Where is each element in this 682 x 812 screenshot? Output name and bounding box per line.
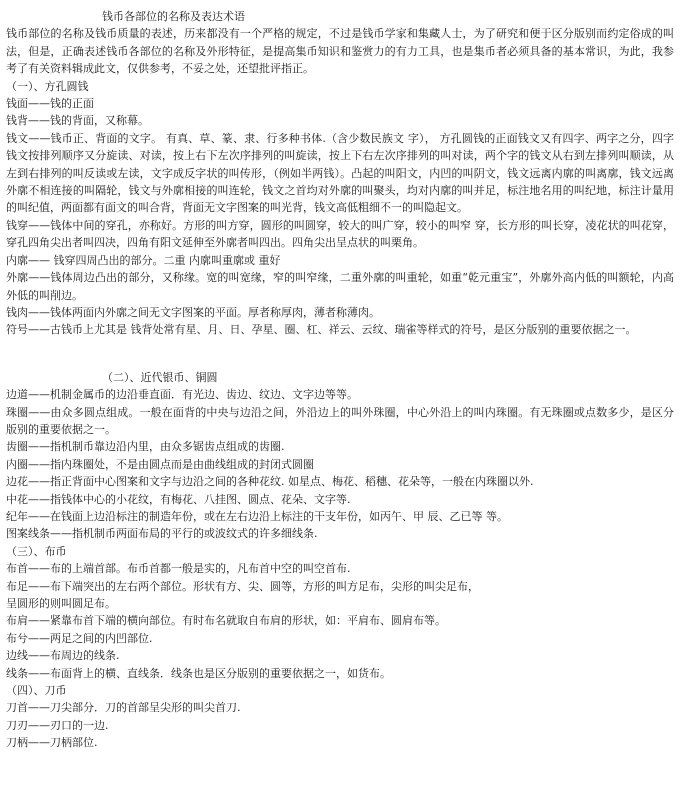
section-heading: （四）、刀币: [6, 684, 67, 698]
term-entry: 齿圈——指机制币靠边沿内里，由众多锯齿点组成的齿圈.: [6, 440, 285, 454]
term-entry: 刀柄——刀柄部位.: [6, 736, 98, 750]
term-entry: 钱面——钱的正面: [6, 97, 94, 111]
term-entry: 内廓—— 钱穿四周凸出的部分。二重 内廓叫重廓或 重好: [6, 253, 281, 267]
term-entry: 边线——布周边的线条.: [6, 649, 120, 663]
section-heading: （一）、方孔圆钱: [6, 79, 89, 93]
term-entry: 刀刃——刃口的一边.: [6, 718, 109, 732]
intro-paragraph: 钱币部位的名称及钱币质量的表述，历来都没有一个严格的规定，不过是钱币学家和集藏人士，为了研究和便于区分版别而约定俗成的叫法，但是，正确表述钱币各部位的名称及外形特征，是提高集币知识和鉴赏力的有力工具，也是集币者必须具备的基本常识，为此，我参考了有关资料辑成此文，仅供参考，不妥之处，还望批评指正。: [6, 27, 674, 76]
term-entry: 边道——机制金属币的边沿垂直面．有光边、齿边、纹边、文字边等等。: [6, 388, 358, 402]
term-entry: 钱肉——钱体两面内外廓之间无文字图案的平面。厚者称厚肉，薄者称薄肉。: [6, 305, 380, 319]
document-page: [6, 8, 674, 752]
term-entry: 外廓——钱体周边凸出的部分，又称缘。宽的叫宽缘，窄的叫窄缘，二重外廓的叫重轮，如重“乾元重宝”，外廓外高内低的叫额轮，内高外低的叫削边。: [6, 271, 674, 302]
term-entry-continued: 呈圆形的则叫圆足布。: [6, 597, 116, 610]
term-entry: 符号——古钱币上尤其是 钱背处常有星、月、日、孕星、圈、杠、祥云、云纹、瑞雀等样式的符号，是区分版别的重要依据之一。: [6, 323, 637, 337]
term-entry: 刀首——刀尖部分．刀的首部呈尖形的叫尖首刀.: [6, 701, 241, 715]
term-entry: 布兮——两足之间的内凹部位.: [6, 631, 153, 645]
term-entry: 布肩——紧靠布首下端的横向部位。有时布名就取自布肩的形状，如：平肩布、圆肩布等。: [6, 614, 446, 628]
term-entry: 图案线条——指机制币两面布局的平行的或波纹式的许多细线条.: [6, 527, 318, 541]
term-entry: 钱穿——钱体中间的穿孔，亦称好。方形的叫方穿，圆形的叫圆穿，较大的叫广穿，较小的叫窄 穿，长方形的叫长穿，凌花状的叫花穿，穿孔四角尖出者叫四决，四角有阳文延伸至外廓者叫四出。四角尖出呈点状的叫栗角。: [6, 218, 674, 250]
section-spacer: [6, 339, 674, 369]
section-heading: （二）、近代银币、铜圆: [102, 370, 218, 384]
section-heading: （三）、布币: [6, 544, 67, 558]
term-entry: 纪年——在钱面上边沿标注的制造年份，或在左右边沿上标注的干支年份，如丙午、甲 辰、乙已等 等。: [6, 509, 508, 523]
term-entry: 中花——指钱体中心的小花纹，有梅花、八挂图、圆点、花朵、文字等.: [6, 492, 351, 506]
term-entry: 内圈——指内珠圈处，不是由圆点而是由曲线组成的封闭式圆圈: [6, 457, 314, 471]
term-entry: 珠圈——由众多圆点组成。一般在面背的中央与边沿之间，外沿边上的叫外珠圈，中心外沿上的叫内珠圈。有无珠圈或点数多少，是区分版别的重要依据之一。: [6, 405, 674, 436]
document-title: 钱币各部位的名称及表达术语: [102, 10, 245, 23]
term-entry: 布首——布的上端首部。布币首都一般是实的，凡布首中空的叫空首布.: [6, 562, 351, 576]
term-entry: 边花——指正背面中心图案和文字与边沿之间的各种花纹. 如星点、梅花、稻穗、花朵等，一般在内珠圈以外.: [6, 475, 534, 489]
term-entry: 线条——布面背上的横、直线条．线条也是区分版别的重要依据之一，如货布。: [6, 666, 391, 680]
term-entry: 钱背——钱的背面，又称幕。: [6, 114, 149, 128]
term-entry: 钱文——钱币正、背面的文字。 有真、草、篆、隶、行多种书体.（含少数民族文 字）， 方孔圆钱的正面钱文又有四字、两字之分，四字钱文按排列顺序又分旋读、对读，按上右下左次序排列的叫旋读，按上下右左次序排列的叫对读，两个字的钱文从右到左排列叫顺读，从左到右排列的叫反读或左读，文字成反字状的叫传形，（例如半两钱）。凸起的叫阳文，内凹的叫阴文，钱文远离内廓的叫离廓，钱文远离外廓不相连接的叫隔轮，钱文与外廓相接的叫连轮，钱文之首均对外廓的叫聚头，均对内廓的叫并足，标注地名用的叫纪地，标注计量用的叫纪值，两面都有面文的叫合背，背面无文字图案的叫光背，钱文高低粗细不一的叫隐起文。: [6, 131, 674, 215]
term-entry: 布足——布下端突出的左右两个部位。形状有方、尖、圆等，方形的叫方足布，尖形的叫尖足布，: [6, 579, 479, 593]
